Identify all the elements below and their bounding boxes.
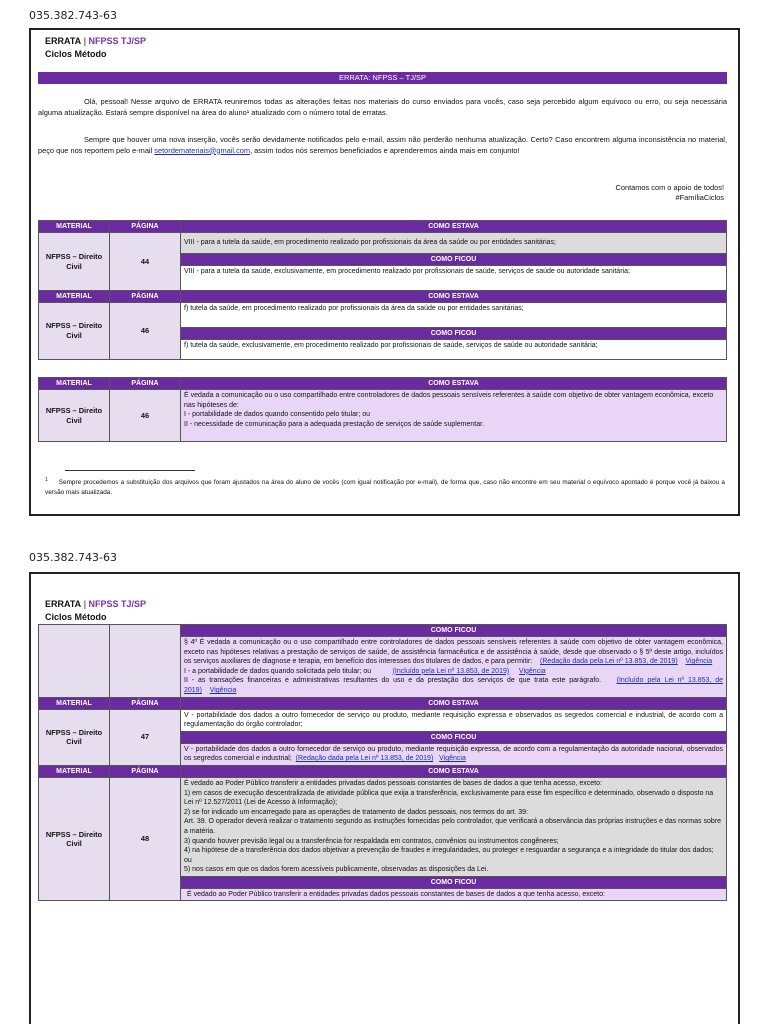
vigencia-link[interactable]: Vigência	[518, 667, 546, 675]
col-header-como-estava: COMO ESTAVA	[181, 291, 727, 303]
law-reference-link[interactable]: (Incluído pela Lei nº 13.853, de 2019)	[392, 667, 510, 675]
estava-line: 1) em casos de execução descentralizada de atividade pública que exija a transferência, exclusivamente para esse fim específico e determinado, observado o disposto na Lei nº 12.527/2011 (Lei de Acesso à Informação);	[184, 789, 714, 807]
header-subtitle: Ciclos Método	[45, 49, 107, 59]
como-estava-text: f) tutela da saúde, em procedimento realizado por profissionais da área da saúde ou por entidades sanitárias;	[181, 303, 727, 328]
como-estava-text	[181, 777, 727, 876]
col-header-pagina: PÁGINA	[110, 765, 181, 777]
errata-table-2	[38, 377, 727, 442]
vigencia-link[interactable]: Vigência	[209, 686, 237, 694]
footnote-number: 1	[45, 477, 48, 483]
col-header-como-ficou: COMO FICOU	[181, 328, 727, 340]
como-ficou-text	[181, 743, 727, 765]
pagina-cell: 48	[110, 777, 181, 901]
intro-paragraph-1: Olá, pessoal! Nesse arquivo de ERRATA reuniremos todas as alterações feitas nos materiais do curso enviados para vocês, caso seja percebido algum equívoco ou erro, ou seja necessária alguma atualização. Estará sempre disponível na área do aluno¹ atualizado com o número total de erratas.	[38, 97, 727, 117]
law-reference-link[interactable]: (Redação dada pela Lei nº 13.853, de 2019)	[295, 755, 434, 763]
document-id: 035.382.743-63	[29, 9, 117, 22]
signature	[616, 183, 724, 203]
law-reference-link[interactable]: (Incluído pela Lei nº 13.853, de 2019)	[184, 677, 723, 694]
errata-table-1	[38, 220, 727, 360]
ficou-paragraph	[184, 676, 723, 695]
col-header-pagina: PÁGINA	[110, 378, 181, 390]
document-id: 035.382.743-63	[29, 551, 117, 564]
como-estava-text: V - portabilidade dos dados a outro fornecedor de serviço ou produto, mediante requisição expressa e observados os segredos comercial e industrial, de acordo com a regulamentação do órgão controlador;	[181, 709, 727, 731]
page-header	[45, 35, 146, 61]
errata-banner: ERRATA: NFPSS – TJ/SP	[38, 72, 727, 84]
estava-line: 4) na hipótese de a transferência dos dados objetivar a prevenção de fraudes e irregularidades, ou proteger e resguardar a segurança e a integridade do titular dos dados; ou	[184, 847, 714, 864]
como-ficou-text: VIII - para a tutela da saúde, exclusivamente, em procedimento realizado por profissionais de saúde, serviços de saúde ou autoridade sanitária;	[181, 266, 727, 291]
material-cell: NFPSS – Direito Civil	[39, 709, 110, 765]
estava-line: 3) quando houver previsão legal ou a transferência for respaldada em contratos, convênios ou instrumentos congêneres;	[184, 837, 559, 845]
como-ficou-text	[181, 637, 727, 698]
col-header-material: MATERIAL	[39, 291, 110, 303]
law-reference-link[interactable]: (Redação dada pela Lei nº 13.853, de 2019)	[540, 658, 678, 666]
col-header-como-ficou: COMO FICOU	[181, 625, 727, 637]
intro-text-a: Sempre que houver uma nova inserção, vocês serão devidamente notificados pelo e-mail, assim não perderão nenhuma atualização. Certo? Caso encontrem alguma inconsistência no material, peço que nos reportem pelo e-mail	[38, 135, 727, 155]
header-brand: NFPSS TJ/SP	[88, 599, 147, 609]
ficou-text: § 4º É vedada a comunicação ou o uso compartilhado entre controladores de dados pessoais sensíveis referentes à saúde com objetivo de obter vantagem econômica, exceto nas hipóteses relativas a prestação de serviços de saúde, de assistência farmacêutica e de assistência à saúde, desde que observado o § 5º deste artigo, incluídos os serviços auxiliares de diagnose e terapia, em benefício dos interesses dos titulares de dados, e para permitir:	[184, 639, 723, 666]
col-header-como-ficou: COMO FICOU	[181, 731, 727, 743]
header-title: ERRATA	[45, 36, 82, 46]
estava-line: 5) nos casos em que os dados forem acessíveis publicamente, observadas as disposições da Lei.	[184, 866, 489, 874]
intro-text-b: , assim todos nós seremos beneficiados e aprenderemos ainda mais em conjunto!	[250, 145, 520, 155]
footnote	[45, 476, 725, 497]
errata-page-1	[29, 28, 740, 516]
pagina-cell-empty	[110, 625, 181, 698]
estava-line: 2) se for indicado um encarregado para as operações de tratamento de dados pessoais, nos termos do art. 39:	[184, 808, 528, 816]
col-header-pagina: PÁGINA	[110, 697, 181, 709]
col-header-como-estava: COMO ESTAVA	[181, 221, 727, 233]
material-cell-empty	[39, 625, 110, 698]
col-header-material: MATERIAL	[39, 697, 110, 709]
header-title: ERRATA	[45, 599, 82, 609]
ficou-text: II - as transações financeiras e administrativas resultantes do uso e da prestação dos serviços de que trata este parágrafo.	[184, 677, 605, 685]
signature-line-1: Contamos com o apoio de todos!	[615, 183, 724, 192]
material-cell: NFPSS – Direito Civil	[39, 777, 110, 901]
como-estava-text: VIII - para a tutela da saúde, em procedimento realizado por profissionais da área da saúde ou por entidades sanitárias;	[181, 233, 727, 254]
footnote-text: Sempre procedemos a substituição dos arquivos que foram ajustados na área do aluno de vocês (com igual notificação por e-mail), de forma que, caso não encontre em seu material o equívoco apontado é porque você já baixou a versão mais atualizada.	[45, 479, 725, 496]
col-header-material: MATERIAL	[39, 221, 110, 233]
material-cell: NFPSS – Direito Civil	[39, 390, 110, 442]
vigencia-link[interactable]: Vigência	[439, 755, 466, 763]
col-header-como-estava: COMO ESTAVA	[181, 697, 727, 709]
pagina-cell: 46	[110, 303, 181, 360]
col-header-pagina: PÁGINA	[110, 221, 181, 233]
errata-page-2	[29, 572, 740, 1024]
footnote-divider	[65, 470, 195, 471]
col-header-material: MATERIAL	[39, 378, 110, 390]
header-separator: |	[83, 599, 87, 609]
estava-line: Art. 39. O operador deverá realizar o tratamento segundo as instruções fornecidas pelo controlador, que verificará a observância das próprias instruções e das normas sobre a matéria.	[184, 818, 721, 835]
como-estava-text	[181, 390, 727, 442]
header-subtitle: Ciclos Método	[45, 612, 107, 622]
material-cell: NFPSS – Direito Civil	[39, 233, 110, 291]
pagina-cell: 46	[110, 390, 181, 442]
pagina-cell: 44	[110, 233, 181, 291]
header-separator: |	[83, 36, 87, 46]
como-ficou-text: É vedado ao Poder Público transferir a entidades privadas dados pessoais constantes de bases de dados a que tenha acesso, exceto:	[181, 888, 727, 901]
ficou-text: V - portabilidade dos dados a outro fornecedor de serviço ou produto, mediante requisição expressa, de acordo com a regulamentação da autoridade nacional, observados os segredos comercial e industrial;	[184, 745, 723, 763]
col-header-material: MATERIAL	[39, 765, 110, 777]
col-header-como-estava: COMO ESTAVA	[181, 378, 727, 390]
col-header-pagina: PÁGINA	[110, 291, 181, 303]
estava-line: É vedado ao Poder Público transferir a entidades privadas dados pessoais constantes de bases de dados a que tenha acesso, exceto:	[184, 779, 602, 787]
contact-email-link[interactable]: setordemateriais@gmail.com	[154, 145, 251, 155]
errata-table-3	[38, 624, 727, 901]
page-header	[45, 598, 146, 624]
ficou-paragraph	[184, 667, 723, 677]
intro-paragraph-2	[38, 135, 727, 156]
como-ficou-text: f) tutela da saúde, exclusivamente, em procedimento realizado por profissionais de saúde, serviços de saúde ou autoridade sanitária;	[181, 340, 727, 360]
col-header-como-estava: COMO ESTAVA	[181, 765, 727, 777]
estava-line: É vedada a comunicação ou o uso compartilhado entre controladores de dados pessoais sensíveis referentes à saúde com objetivo de obter vantagem econômica, exceto nas hipóteses de:	[184, 392, 714, 409]
estava-line: II - necessidade de comunicação para a adequada prestação de serviços de saúde suplementar.	[184, 420, 485, 428]
col-header-como-ficou: COMO FICOU	[181, 876, 727, 888]
ficou-text: I - a portabilidade de dados quando solicitada pelo titular; ou	[184, 667, 374, 675]
pagina-cell: 47	[110, 709, 181, 765]
material-cell: NFPSS – Direito Civil	[39, 303, 110, 360]
col-header-como-ficou: COMO FICOU	[181, 254, 727, 266]
vigencia-link[interactable]: Vigência	[685, 658, 713, 666]
header-brand: NFPSS TJ/SP	[88, 36, 147, 46]
signature-line-2: #FamíliaCiclos	[675, 193, 724, 202]
ficou-paragraph	[184, 638, 723, 667]
estava-line: I - portabilidade de dados quando consentido pelo titular; ou	[184, 411, 371, 419]
